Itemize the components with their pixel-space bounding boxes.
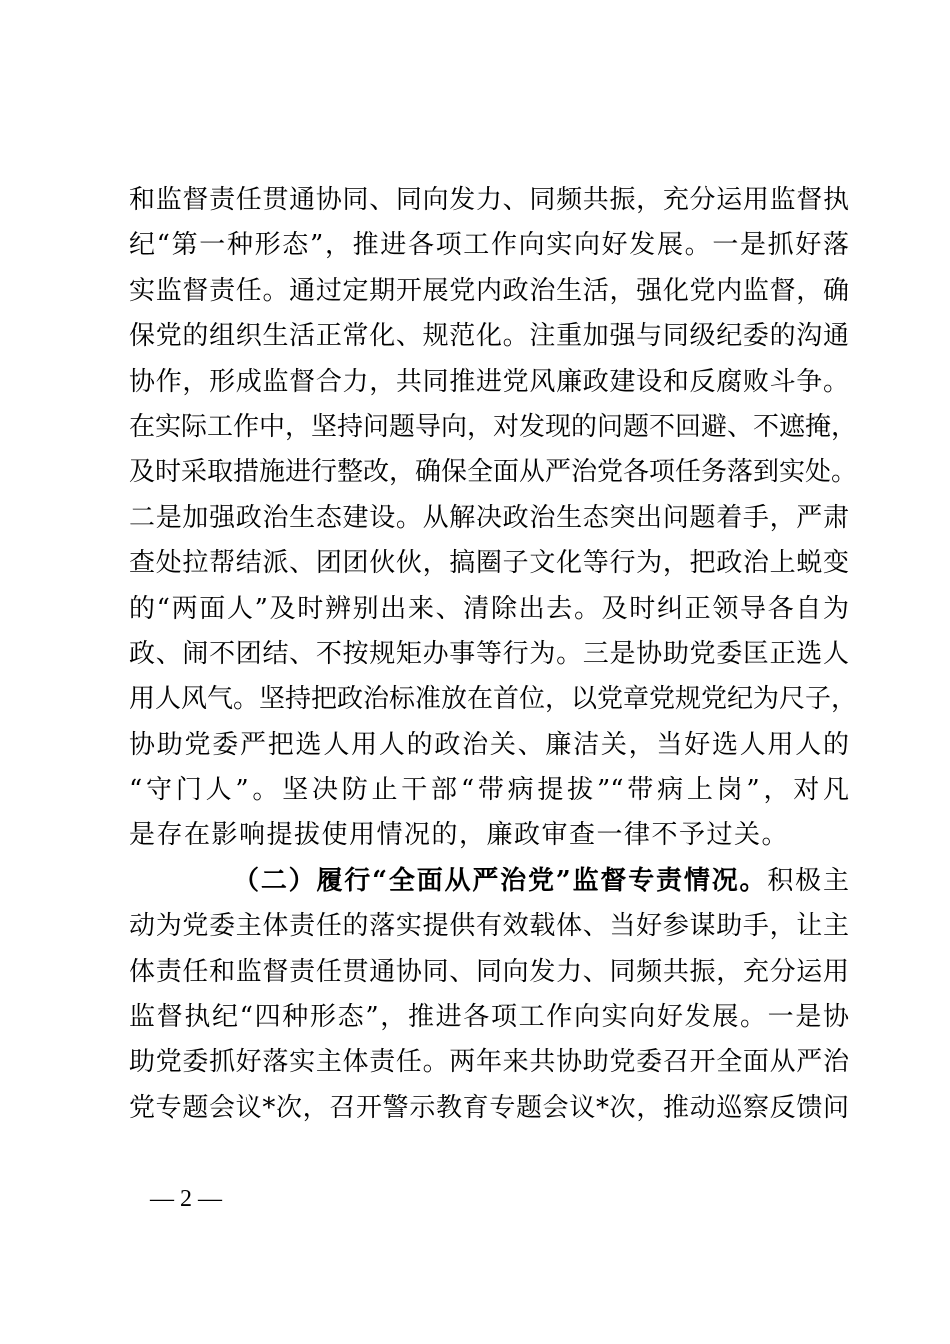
text-line: 协助党委严把选人用人的政治关、廉洁关，当好选人用人的 [129, 729, 849, 760]
text-line: 的“两面人”及时辨别出来、清除出去。及时纠正领导各自为 [129, 593, 849, 624]
text-line: 纪“第一种形态”，推进各项工作向实向好发展。一是抓好落 [129, 230, 849, 261]
text-line: 助党委抓好落实主体责任。两年来共协助党委召开全面从严治 [129, 1047, 849, 1078]
text-line: 政、闹不团结、不按规矩办事等行为。三是协助党委匡正选人 [129, 638, 849, 669]
text-line: 保党的组织生活正常化、规范化。注重加强与同级纪委的沟通 [129, 321, 849, 352]
text-line: 体责任和监督责任贯通协同、同向发力、同频共振，充分运用 [129, 956, 849, 987]
text-line: “守门人”。坚决防止干部“带病提拔”“带病上岗”，对凡 [129, 775, 849, 806]
text-line: 是存在影响提拔使用情况的，廉政审查一律不予过关。 [129, 820, 790, 851]
text-line: 动为党委主体责任的落实提供有效载体、当好参谋助手，让主 [129, 911, 849, 942]
section-heading-line [129, 859, 849, 904]
text-line: 用人风气。坚持把政治标准放在首位，以党章党规党纪为尺子， [129, 684, 858, 715]
text-line: 查处拉帮结派、团团伙伙，搞圈子文化等行为，把政治上蜕变 [129, 548, 849, 579]
body-text [129, 178, 858, 1131]
section-heading-rest: 积极主 [767, 865, 849, 896]
text-line: 及时采取措施进行整改，确保全面从严治党各项任务落到实处。 [129, 457, 858, 488]
text-line: 和监督责任贯通协同、同向发力、同频共振，充分运用监督执 [129, 185, 849, 215]
text-line: 监督执纪“四种形态”，推进各项工作向实向好发展。一是协 [129, 1002, 849, 1033]
section-heading: （二）履行“全面从严治党”监督专责情况。 [233, 865, 768, 896]
text-line: 实监督责任。通过定期开展党内政治生活，强化党内监督，确 [129, 275, 849, 306]
text-line: 在实际工作中，坚持问题导向，对发现的问题不回避、不遮掩， [129, 411, 858, 442]
text-line: 二是加强政治生态建设。从解决政治生态突出问题着手，严肃 [129, 502, 849, 533]
text-line: 协作，形成监督合力，共同推进党风廉政建设和反腐败斗争。 [129, 366, 849, 397]
text-line: 党专题会议*次，召开警示教育专题会议*次，推动巡察反馈问 [129, 1092, 849, 1123]
page-number: — 2 — [150, 1186, 222, 1212]
